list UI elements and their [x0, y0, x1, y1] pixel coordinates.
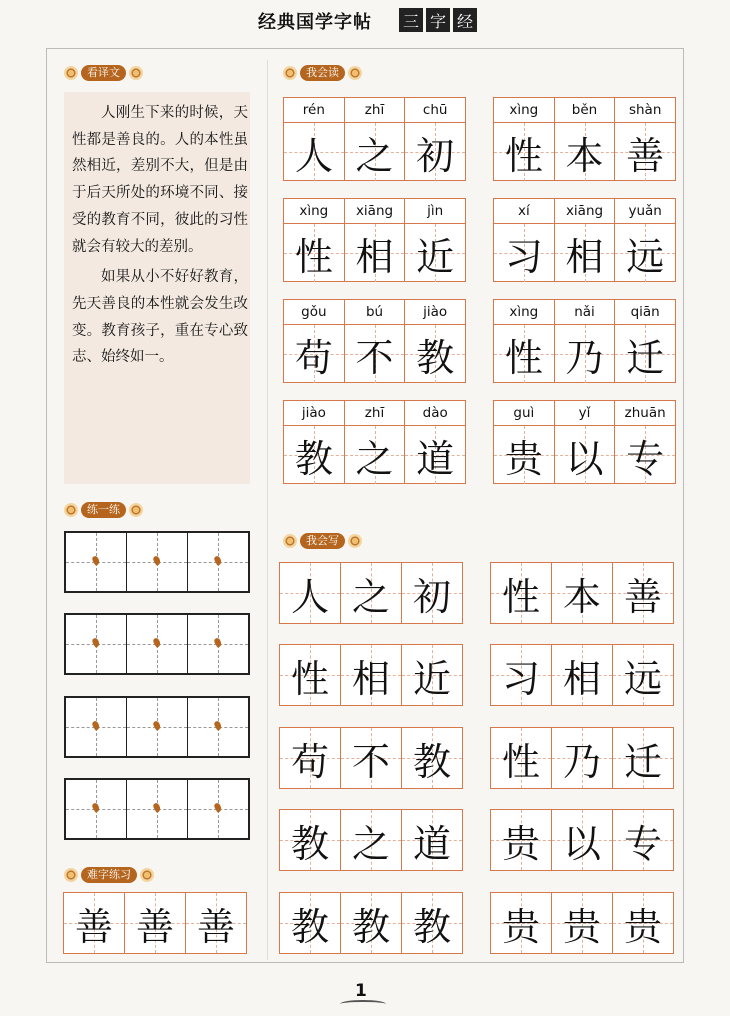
stroke-mark [152, 802, 162, 813]
translation-tag-label: 看译文 [81, 65, 126, 81]
read-block [493, 400, 676, 484]
writing-cell[interactable] [551, 893, 612, 953]
character-cell [494, 325, 554, 383]
writing-cell[interactable] [491, 810, 551, 870]
practice-cell[interactable] [66, 780, 126, 838]
character: 之 [355, 436, 394, 481]
writing-cell[interactable] [551, 728, 612, 788]
character: 乃 [562, 739, 601, 784]
character: 性 [294, 234, 333, 279]
writing-cell[interactable] [401, 728, 462, 788]
character-row [494, 224, 675, 282]
writing-cell[interactable] [551, 810, 612, 870]
character-cell [344, 224, 405, 282]
stroke-mark [91, 720, 101, 731]
read-block [493, 299, 676, 383]
character-cell [344, 325, 405, 383]
character: 教 [290, 904, 329, 949]
character: 之 [351, 574, 390, 619]
character-cell [554, 325, 615, 383]
writing-cell[interactable] [185, 893, 246, 953]
character: 教 [351, 904, 390, 949]
pinyin-cell: zhuān [614, 401, 675, 425]
read-block [283, 400, 466, 484]
read-block [283, 299, 466, 383]
writing-cell[interactable] [280, 728, 340, 788]
pinyin-cell: bú [344, 300, 405, 324]
character: 近 [412, 656, 451, 701]
character: 远 [626, 234, 665, 279]
read-block [493, 198, 676, 282]
character: 之 [351, 821, 390, 866]
page-header-title: 经典国学字帖 [258, 12, 372, 33]
pinyin-cell: qiān [614, 300, 675, 324]
writing-cell[interactable] [340, 645, 401, 705]
practice-grid [64, 613, 250, 675]
character-cell [614, 325, 675, 383]
pinyin-cell: zhī [344, 98, 405, 122]
flower-icon [348, 66, 362, 80]
writing-cell[interactable] [64, 893, 124, 953]
character-cell [404, 123, 465, 181]
character: 性 [290, 656, 329, 701]
stroke-mark [152, 555, 162, 566]
pinyin-cell: xiāng [554, 199, 615, 223]
pinyin-row [494, 199, 675, 224]
practice-cell[interactable] [187, 780, 248, 838]
read-tag-label: 我会读 [300, 65, 345, 81]
character: 性 [501, 574, 540, 619]
flower-icon [64, 868, 78, 882]
writing-cell[interactable] [280, 645, 340, 705]
writing-cell[interactable] [401, 645, 462, 705]
character-cell [494, 123, 554, 181]
writing-cell[interactable] [612, 645, 673, 705]
writing-cell[interactable] [401, 563, 462, 623]
writing-cell[interactable] [491, 893, 551, 953]
pinyin-cell: jiào [404, 300, 465, 324]
practice-grid [64, 531, 250, 593]
character-cell [284, 325, 344, 383]
writing-cell[interactable] [612, 728, 673, 788]
book-title-char: 字 [426, 8, 450, 32]
column-divider [267, 60, 268, 960]
character: 善 [135, 904, 174, 949]
translation-paragraph: 人刚生下来的时候，天性都是善良的。人的本性虽然相近，差别不大，但是由于后天所处的环境不同、接受的教育不同，彼此的习性就会有较大的差别。 [72, 105, 248, 255]
character: 教 [412, 739, 451, 784]
character-cell [284, 224, 344, 282]
practice-grid [64, 778, 250, 840]
character: 以 [565, 436, 604, 481]
character: 贵 [623, 904, 662, 949]
character: 善 [196, 904, 235, 949]
pinyin-cell: jiào [301, 405, 326, 421]
write-block [279, 727, 463, 789]
writing-cell[interactable] [280, 893, 340, 953]
character: 相 [351, 656, 390, 701]
writing-cell[interactable] [401, 810, 462, 870]
flower-icon [140, 868, 154, 882]
write-block [279, 809, 463, 871]
writing-cell[interactable] [551, 563, 612, 623]
writing-cell[interactable] [491, 728, 551, 788]
character: 苟 [294, 335, 333, 380]
character: 善 [623, 574, 662, 619]
page-number: 1 [355, 981, 367, 1001]
character: 贵 [501, 904, 540, 949]
pinyin-cell: gǒu [301, 304, 327, 320]
character: 苟 [290, 739, 329, 784]
writing-cell[interactable] [491, 563, 551, 623]
character-cell [614, 224, 675, 282]
write-block [279, 562, 463, 624]
character: 初 [416, 133, 455, 178]
character: 专 [626, 436, 665, 481]
character-cell [554, 123, 615, 181]
practice-cell[interactable] [126, 780, 187, 838]
pinyin-cell: dào [404, 401, 465, 425]
character: 近 [416, 234, 455, 279]
pinyin-cell: nǎi [554, 300, 615, 324]
write-block [490, 809, 674, 871]
read-block [283, 198, 466, 282]
book-title-char: 经 [453, 8, 477, 32]
translation-tag [64, 64, 143, 82]
character: 人 [290, 574, 329, 619]
pinyin-row [494, 98, 675, 123]
pinyin-cell: xí [517, 203, 530, 219]
translation-paragraph: 如果从小不好好教育，先天善良的本性就会发生改变。教育孩子，重在专心致志、始终如一。 [72, 269, 248, 366]
read-block [283, 97, 466, 181]
writing-cell[interactable] [551, 645, 612, 705]
writing-cell[interactable] [340, 810, 401, 870]
stroke-mark [152, 720, 162, 731]
practice-cell[interactable] [66, 533, 126, 591]
character: 善 [626, 133, 665, 178]
pinyin-cell: guì [513, 405, 535, 421]
writing-cell[interactable] [340, 893, 401, 953]
character: 性 [501, 739, 540, 784]
character: 不 [355, 335, 394, 380]
write-block [490, 727, 674, 789]
character-row [494, 325, 675, 383]
character: 以 [562, 821, 601, 866]
character: 迁 [623, 739, 662, 784]
hard-char-block [279, 892, 463, 954]
write-block [279, 644, 463, 706]
practice-cell[interactable] [187, 615, 248, 673]
writing-cell[interactable] [612, 893, 673, 953]
flower-icon [348, 534, 362, 548]
character-cell [284, 426, 344, 484]
write-block [490, 644, 674, 706]
character: 教 [416, 335, 455, 380]
pinyin-cell: xìng [509, 304, 539, 320]
book-title [399, 8, 477, 32]
character-cell [404, 426, 465, 484]
practice-cell[interactable] [187, 533, 248, 591]
character-row [284, 426, 465, 484]
write-tag [283, 532, 362, 550]
pinyin-cell: zhī [344, 401, 405, 425]
character: 人 [294, 133, 333, 178]
character: 相 [355, 234, 394, 279]
writing-cell[interactable] [280, 810, 340, 870]
character-cell [554, 224, 615, 282]
pinyin-row [284, 199, 465, 224]
character: 迁 [626, 335, 665, 380]
stroke-mark [213, 555, 223, 566]
character-cell [404, 325, 465, 383]
stroke-mark [213, 637, 223, 648]
character: 本 [565, 133, 604, 178]
writing-cell[interactable] [401, 893, 462, 953]
character-cell [284, 123, 344, 181]
writing-cell[interactable] [612, 810, 673, 870]
stroke-mark [91, 637, 101, 648]
pinyin-cell: shàn [614, 98, 675, 122]
practice-cell[interactable] [187, 698, 248, 756]
character: 教 [294, 436, 333, 481]
hard-char-block [490, 892, 674, 954]
character: 贵 [562, 904, 601, 949]
character: 性 [504, 133, 543, 178]
character: 不 [351, 739, 390, 784]
character: 之 [355, 133, 394, 178]
pinyin-row [284, 98, 465, 123]
character: 相 [565, 234, 604, 279]
character: 善 [74, 904, 113, 949]
flower-icon [64, 503, 78, 517]
flower-icon [283, 534, 297, 548]
writing-cell[interactable] [612, 563, 673, 623]
character: 教 [290, 821, 329, 866]
character: 道 [412, 821, 451, 866]
character-cell [554, 426, 615, 484]
pinyin-row [284, 300, 465, 325]
character-cell [614, 123, 675, 181]
pinyin-row [494, 300, 675, 325]
flower-icon [64, 66, 78, 80]
hard-char-block [63, 892, 247, 954]
character-row [494, 426, 675, 484]
character-cell [494, 224, 554, 282]
character-row [284, 123, 465, 181]
character-row [284, 325, 465, 383]
character: 习 [501, 656, 540, 701]
character-cell [344, 123, 405, 181]
pinyin-cell: jìn [404, 199, 465, 223]
stroke-mark [213, 802, 223, 813]
stroke-mark [91, 802, 101, 813]
practice-tag [64, 501, 143, 519]
practice-tag-label: 练一练 [81, 502, 126, 518]
character: 贵 [501, 821, 540, 866]
page-ornament [340, 1000, 386, 1008]
practice-cell[interactable] [126, 615, 187, 673]
pinyin-row [284, 401, 465, 426]
stroke-mark [91, 555, 101, 566]
read-tag [283, 64, 362, 82]
character: 相 [562, 656, 601, 701]
character: 本 [562, 574, 601, 619]
practice-cell[interactable] [126, 533, 187, 591]
pinyin-cell: yǐ [554, 401, 615, 425]
character-cell [404, 224, 465, 282]
character: 习 [504, 234, 543, 279]
character: 教 [412, 904, 451, 949]
writing-cell[interactable] [124, 893, 185, 953]
stroke-mark [152, 637, 162, 648]
writing-cell[interactable] [280, 563, 340, 623]
pinyin-row [494, 401, 675, 426]
character-row [494, 123, 675, 181]
character: 远 [623, 656, 662, 701]
practice-grid [64, 696, 250, 758]
flower-icon [283, 66, 297, 80]
practice-cell[interactable] [66, 698, 126, 756]
flower-icon [129, 503, 143, 517]
flower-icon [129, 66, 143, 80]
character: 贵 [504, 436, 543, 481]
character-cell [344, 426, 405, 484]
write-tag-label: 我会写 [300, 533, 345, 549]
character-cell [614, 426, 675, 484]
read-block [493, 97, 676, 181]
stroke-mark [213, 720, 223, 731]
write-block [490, 562, 674, 624]
translation-text [72, 100, 248, 375]
writing-cell[interactable] [340, 728, 401, 788]
character: 初 [412, 574, 451, 619]
book-title-char: 三 [399, 8, 423, 32]
pinyin-cell: xiāng [344, 199, 405, 223]
character: 专 [623, 821, 662, 866]
pinyin-cell: běn [554, 98, 615, 122]
pinyin-cell: xìng [509, 102, 539, 118]
character: 道 [416, 436, 455, 481]
character-row [284, 224, 465, 282]
pinyin-cell: rén [302, 102, 325, 118]
practice-cell[interactable] [66, 615, 126, 673]
character: 性 [504, 335, 543, 380]
writing-cell[interactable] [340, 563, 401, 623]
pinyin-cell: xìng [299, 203, 329, 219]
practice-cell[interactable] [126, 698, 187, 756]
character: 乃 [565, 335, 604, 380]
hard-char-tag-label: 难字练习 [81, 867, 137, 883]
character-cell [494, 426, 554, 484]
pinyin-cell: yuǎn [614, 199, 675, 223]
hard-char-tag [64, 866, 154, 884]
pinyin-cell: chū [404, 98, 465, 122]
writing-cell[interactable] [491, 645, 551, 705]
